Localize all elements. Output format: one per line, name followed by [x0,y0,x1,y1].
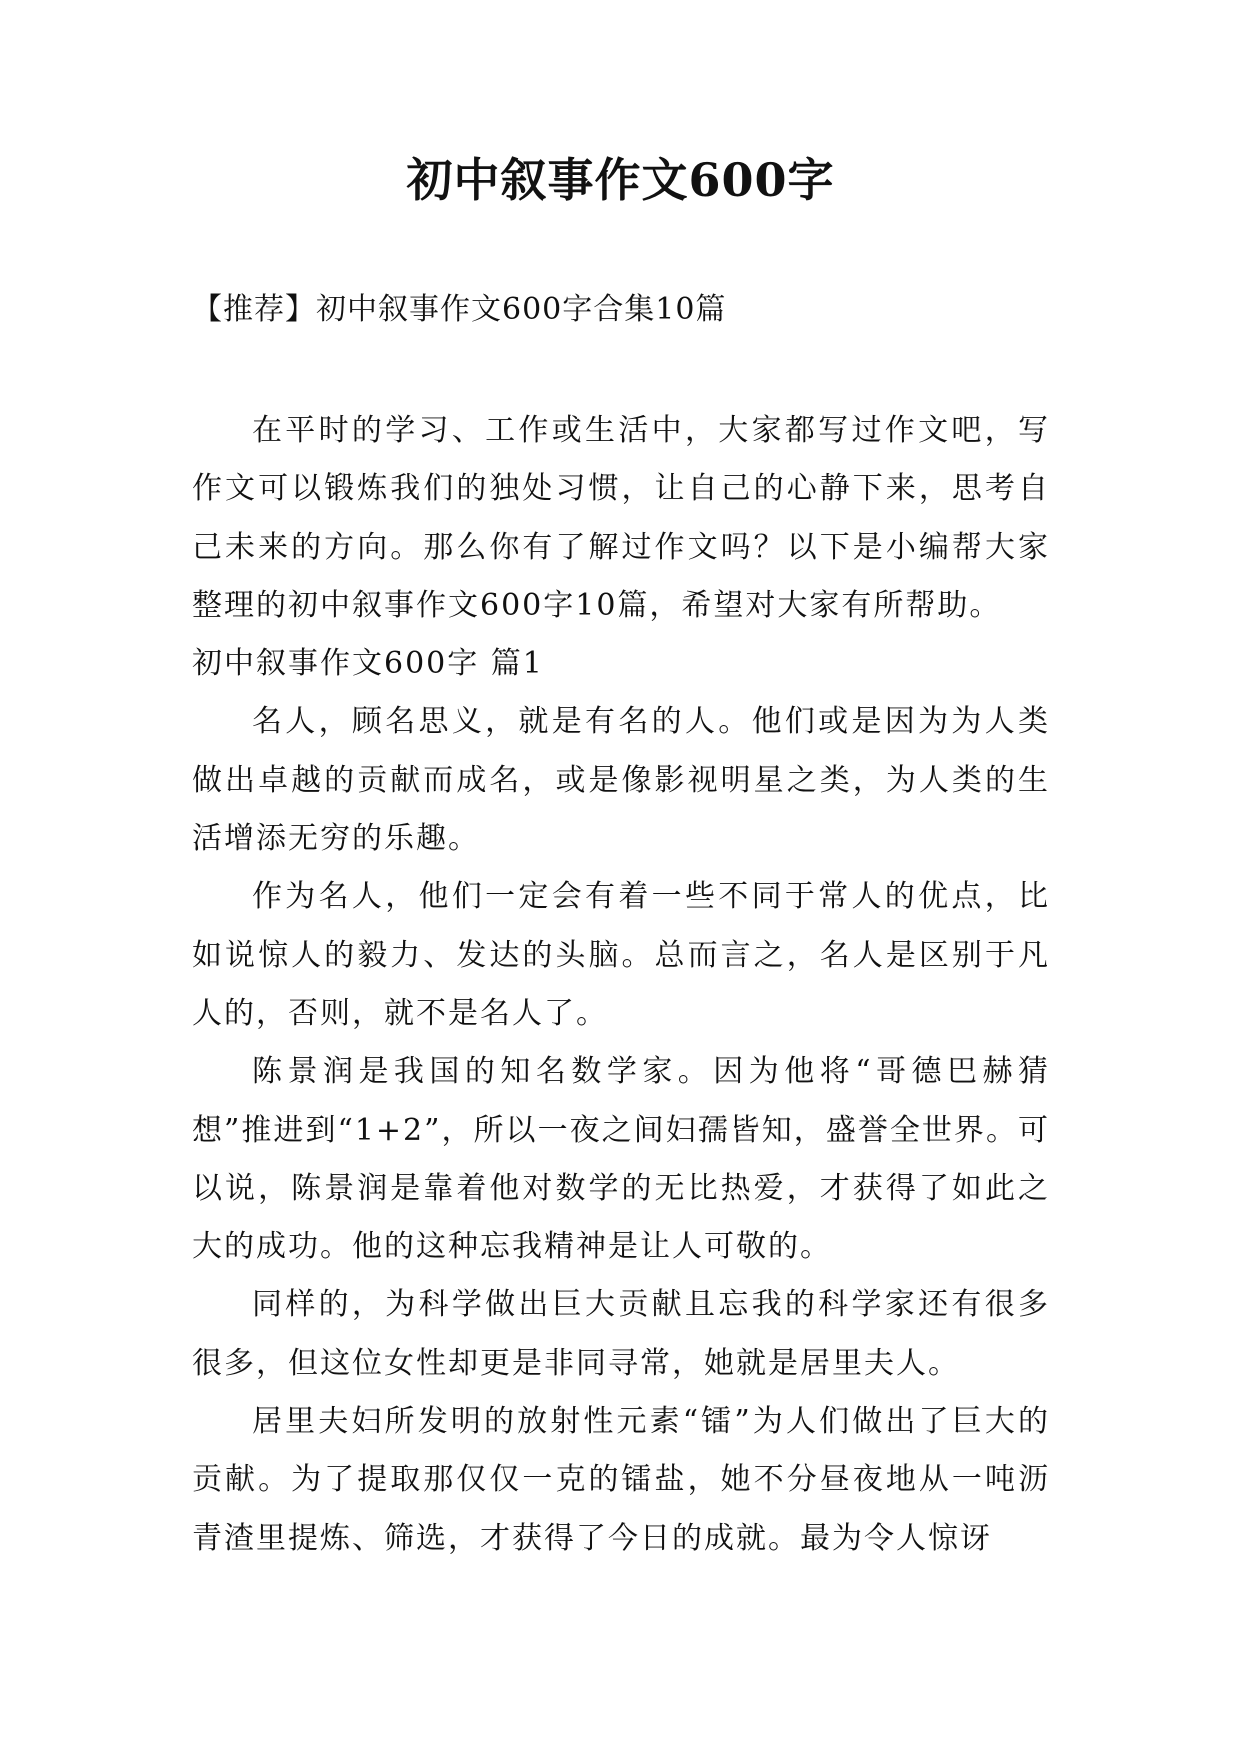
document-body [192,402,1050,1568]
document-subtitle: 【推荐】初中叙事作文600字合集10篇 [192,292,727,327]
body-paragraph: 同样的，为科学做出巨大贡献且忘我的科学家还有很多很多，但这位女性却更是非同寻常，她就是居里夫人。 [192,1287,1050,1381]
document-title: 初中叙事作文600字 [406,153,835,207]
body-paragraph: 陈景润是我国的知名数学家。因为他将“哥德巴赫猜想”推进到“1+2”，所以一夜之间妇孺皆知，盛誉全世界。可以说，陈景润是靠着他对数学的无比热爱，才获得了如此之大的成功。他的这种忘我精神是让人可敬的。 [192,1054,1050,1265]
intro-paragraph: 在平时的学习、工作或生活中，大家都写过作文吧，写作文可以锻炼我们的独处习惯，让自己的心静下来，思考自己未来的方向。那么你有了解过作文吗？以下是小编帮大家整理的初中叙事作文600字10篇，希望对大家有所帮助。 [192,413,1050,623]
section-heading: 初中叙事作文600字 篇1 [192,646,544,682]
body-paragraph: 名人，顾名思义，就是有名的人。他们或是因为为人类做出卓越的贡献而成名，或是像影视明星之类，为人类的生活增添无穷的乐趣。 [192,704,1050,857]
body-paragraph: 作为名人，他们一定会有着一些不同于常人的优点，比如说惊人的毅力、发达的头脑。总而言之，名人是区别于凡人的，否则，就不是名人了。 [192,879,1050,1031]
body-paragraph: 居里夫妇所发明的放射性元素“镭”为人们做出了巨大的贡献。为了提取那仅仅一克的镭盐，她不分昼夜地从一吨沥青渣里提炼、筛选，才获得了今日的成就。最为令人惊讶 [192,1404,1050,1556]
